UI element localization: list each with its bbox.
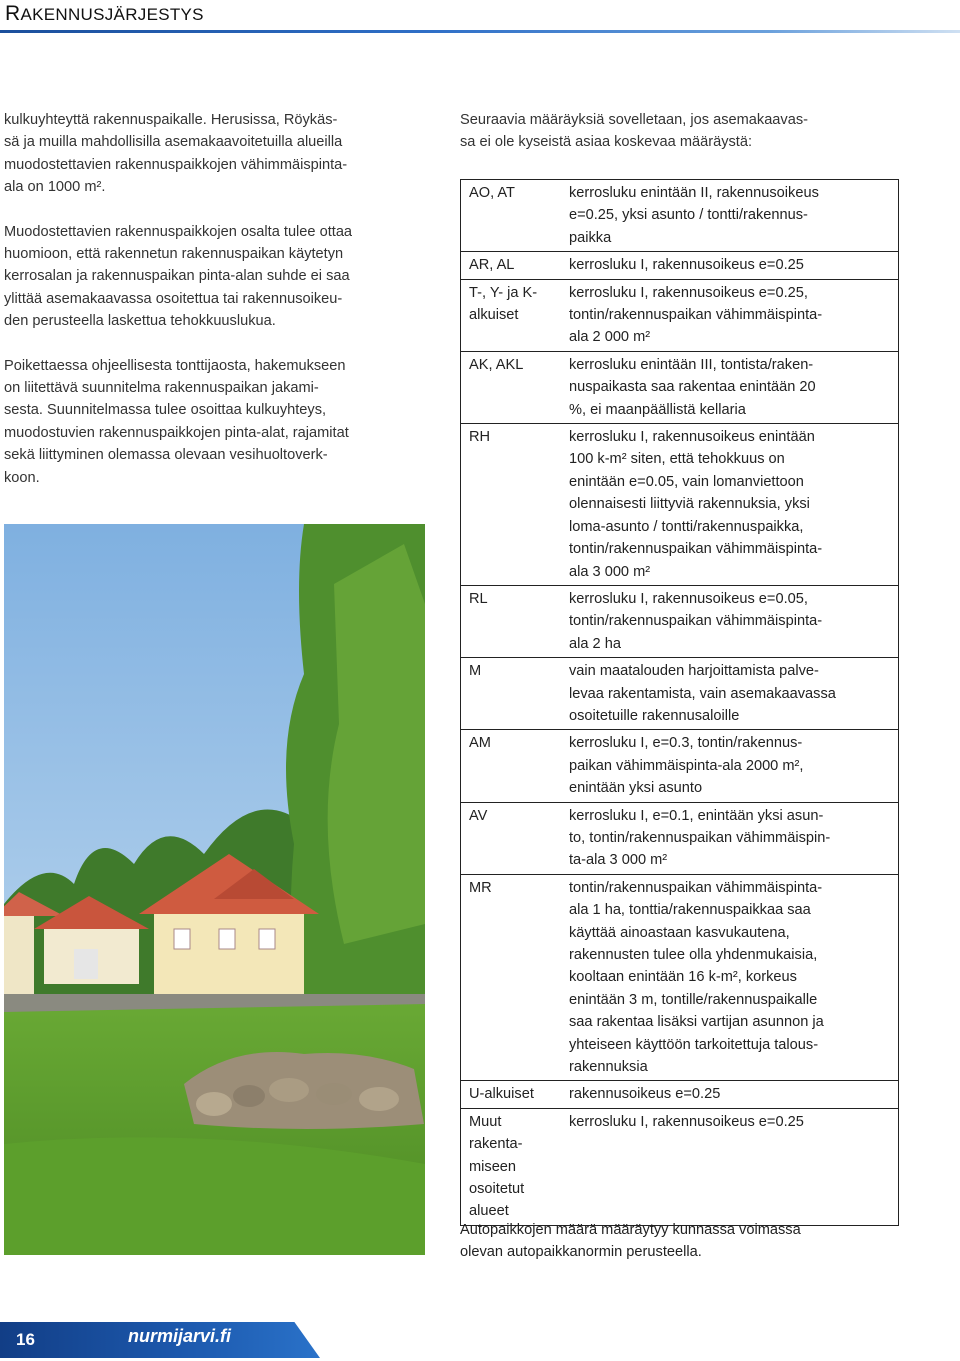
residential-area-photo [4, 524, 425, 1255]
zone-code-cell [461, 252, 562, 279]
zone-code-line: alkuiset [469, 307, 519, 324]
zone-rule-line: rakennuksia [569, 1059, 648, 1076]
zone-rule-line: kerrosluku I, rakennusoikeus e=0.25 [569, 257, 804, 274]
zone-rule-line: 100 k-m² siten, että tehokkuus on [569, 451, 785, 468]
zone-rule-line: saa rakentaa lisäksi vartijan asunnon ja [569, 1014, 824, 1031]
zone-rule-line: tontin/rakennuspaikan vähimmäispinta- [569, 613, 823, 630]
zone-rule-line: käyttää ainoastaan kasvukautena, [569, 924, 790, 941]
zone-code-cell [461, 279, 562, 351]
zone-code-line: T-, Y- ja K- [469, 284, 538, 301]
page-number: 16 [16, 1330, 35, 1349]
zone-rule-line: paikka [569, 229, 612, 246]
zone-rule-line: ala 2 000 m² [569, 329, 651, 346]
zone-rule-line: levaa rakentamista, vain asemakaavassa [569, 685, 836, 702]
zone-rule-line: ala 2 ha [569, 635, 621, 652]
zone-code-cell [461, 351, 562, 423]
paragraph-1: kulkuyhteyttä rakennuspaikalle. Herusissa, Röykäs- sä ja muilla mahdollisilla asemakaavoitetuilla alueilla muodostettavien rakennuspaikkojen vähimmäispinta- ala on 1000 m². [4, 112, 348, 196]
zone-code-cell [461, 424, 562, 586]
zone-rule-line: rakennusten tulee olla yhdenmukaisia, [569, 947, 818, 963]
table-row [461, 874, 899, 1081]
zone-rule-line: kerrosluku I, rakennusoikeus e=0.25 [569, 1113, 804, 1130]
zone-code-line: RH [469, 429, 491, 446]
zone-code-line: osoitetut [469, 1181, 525, 1198]
zone-rule-line: kerrosluku I, e=0.3, tontin/rakennus- [569, 735, 803, 752]
table-row [461, 1108, 899, 1225]
zone-rule-line: ala 3 000 m² [569, 563, 651, 580]
table-row [461, 279, 899, 351]
table-row [461, 351, 899, 423]
parking-note: Autopaikkojen määrä määräytyy kunnassa voimassa olevan autopaikkanormin perusteella. [460, 1222, 801, 1261]
zone-rule-line: tontin/rakennuspaikan vähimmäispinta- [569, 541, 823, 558]
zone-code-line: miseen [469, 1158, 517, 1175]
header-rule [0, 30, 960, 33]
paragraph-2: Muodostettavien rakennuspaikkojen osalta tulee ottaa huomioon, että rakennetun rakennuspaikan käytetyn kerrosalan ja rakennuspaikan pinta-alan suhde ei saa ylittää asemakaavassa osoitettua tai rakennusoikeu- den perusteella laskettua tehokkuuslukua. [4, 223, 353, 330]
zone-rule-line: paikan vähimmäispinta-ala 2000 m², [569, 757, 804, 774]
table-row [461, 1081, 899, 1108]
zone-code-cell [461, 730, 562, 802]
zone-rule-line: olennaisesti liittyviä rakennuksia, yksi [569, 496, 810, 513]
zone-rule-cell [561, 585, 899, 657]
zone-rule-line: kerrosluku I, rakennusoikeus e=0.25, [569, 284, 808, 301]
zone-rule-line: kooltaan enintään 16 k-m², korkeus [569, 969, 797, 986]
zone-rule-line: kerrosluku I, rakennusoikeus enintään [569, 429, 815, 446]
zone-rule-line: e=0.25, yksi asunto / tontti/rakennus- [569, 207, 808, 224]
zone-code-cell [461, 585, 562, 657]
zone-rule-cell [561, 658, 899, 730]
paragraph-3: Poikettaessa ohjeellisesta tonttijaosta, hakemukseen on liitettävä suunnitelma rakennuspaikan jakami- sesta. Suunnitelmassa tulee osoittaa kulkuyhteys, muodostuvien rakennuspaikkojen pinta-alat, rajamitat sekä liittyminen olemassa olevaan vesihuoltoverk- koon. [4, 357, 349, 486]
table-row [461, 252, 899, 279]
zone-rule-line: yhteiseen käyttöön tarkoitettuja talous- [569, 1036, 819, 1053]
zone-rule-line: ala 1 ha, tonttia/rakennuspaikkaa saa [569, 902, 811, 919]
zone-code-line: MR [469, 879, 492, 896]
zone-rule-line: enintään yksi asunto [569, 780, 703, 797]
zone-code-line: AM [469, 735, 491, 752]
zone-rule-line: ta-ala 3 000 m² [569, 852, 668, 869]
zone-code-line: AV [469, 807, 488, 824]
zoning-rules-table [460, 179, 899, 1226]
zone-code-cell [461, 1108, 562, 1225]
zone-rule-cell [561, 424, 899, 586]
zone-rule-line: osoitetuille rakennusaloille [569, 707, 740, 724]
zone-code-cell [461, 802, 562, 874]
zone-code-line: Muut [469, 1113, 502, 1130]
zone-code-line: rakenta- [469, 1136, 523, 1153]
zone-rule-line: enintään e=0.05, vain lomanviettoon [569, 473, 804, 490]
zone-code-line: AO, AT [469, 185, 515, 201]
table-row [461, 180, 899, 252]
zone-rule-line: loma-asunto / tontti/rakennuspaikka, [569, 518, 804, 535]
zone-rule-line: to, tontin/rakennuspaikan vähimmäispin- [569, 829, 831, 846]
zone-rule-cell [561, 802, 899, 874]
zone-code-line: alueet [469, 1203, 509, 1220]
zone-rule-cell [561, 279, 899, 351]
zone-code-line: M [469, 663, 482, 680]
table-row [461, 585, 899, 657]
zone-rule-cell [561, 351, 899, 423]
zone-code-line: RL [469, 590, 488, 607]
zone-rule-line: enintään 3 m, tontille/rakennuspaikalle [569, 991, 818, 1008]
zone-code-cell [461, 658, 562, 730]
zone-code-cell [461, 1081, 562, 1108]
zone-rule-cell [561, 252, 899, 279]
zone-rule-line: vain maatalouden harjoittamista palve- [569, 663, 819, 680]
zone-rule-line: kerrosluku enintään III, tontista/raken- [569, 356, 814, 373]
page-header-title [5, 2, 204, 26]
site-link[interactable]: nurmijarvi.fi [128, 1326, 232, 1346]
zone-rule-line: %, ei maanpäällistä kellaria [569, 401, 746, 418]
zone-code-cell [461, 180, 562, 252]
zone-rule-cell [561, 1081, 899, 1108]
zone-rule-cell [561, 874, 899, 1081]
zone-rule-cell [561, 1108, 899, 1225]
table-row [461, 802, 899, 874]
zone-rule-cell [561, 730, 899, 802]
zone-rule-line: tontin/rakennuspaikan vähimmäispinta- [569, 879, 823, 896]
left-text-column [4, 109, 430, 511]
zone-rule-line: tontin/rakennuspaikan vähimmäispinta- [569, 307, 823, 324]
zone-rule-line: nuspaikasta saa rakentaa enintään 20 [569, 379, 816, 396]
header-title-rest: AKENNUSJÄRJESTYS [20, 5, 204, 24]
table-row [461, 658, 899, 730]
table-row [461, 730, 899, 802]
zone-code-cell [461, 874, 562, 1081]
zone-rule-line: rakennusoikeus e=0.25 [569, 1086, 721, 1103]
right-intro-text: Seuraavia määräyksiä sovelletaan, jos asemakaavas- sa ei ole kyseistä asiaa koskevaa määräystä: [460, 112, 808, 151]
table-row [461, 424, 899, 586]
zone-code-line: AR, AL [469, 257, 515, 274]
header-title-initial: R [5, 2, 21, 25]
zone-code-line: U-alkuiset [469, 1086, 534, 1103]
zone-code-line: AK, AKL [469, 356, 524, 373]
zone-rule-line: kerrosluku enintään II, rakennusoikeus [569, 185, 819, 201]
zone-rule-cell [561, 180, 899, 252]
zone-rule-line: kerrosluku I, rakennusoikeus e=0.05, [569, 590, 808, 607]
zone-rule-line: kerrosluku I, e=0.1, enintään yksi asun- [569, 807, 824, 824]
